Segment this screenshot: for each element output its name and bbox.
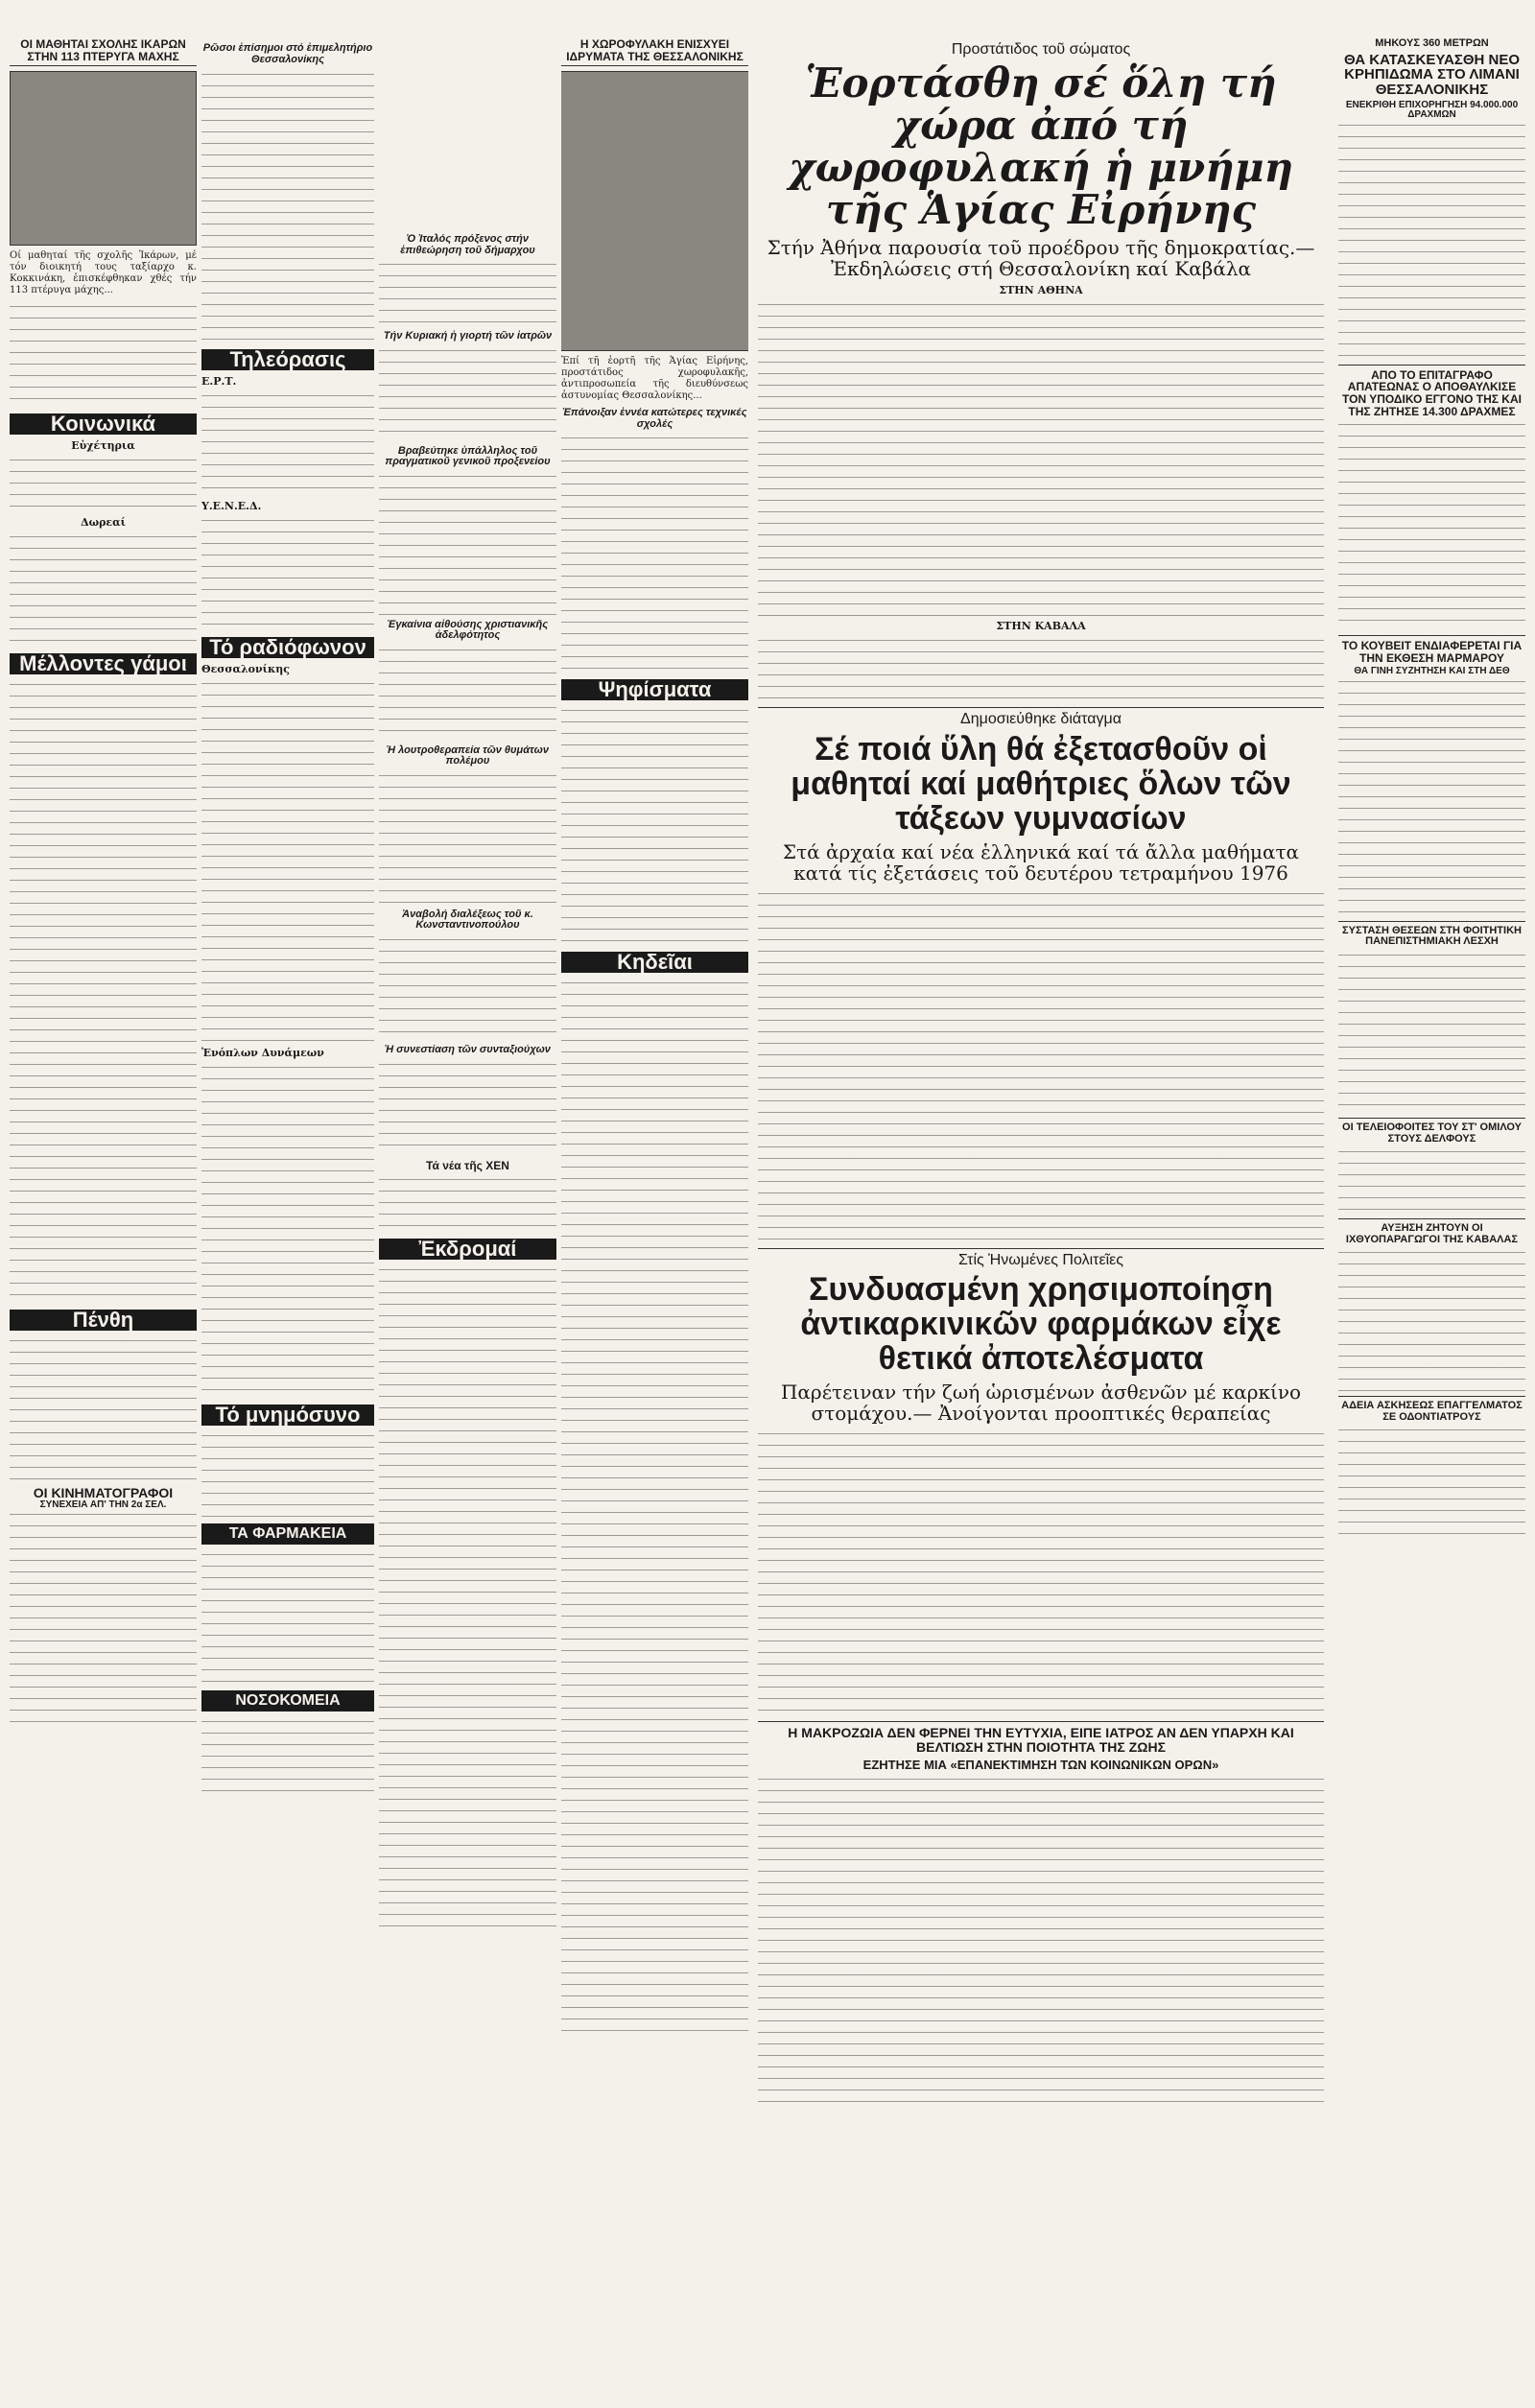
text-block — [561, 979, 748, 2034]
divider — [1338, 1118, 1525, 1119]
divider — [1338, 635, 1525, 636]
banner-hospitals: ΝΟΣΟΚΟΜΕΙΑ — [201, 1690, 374, 1712]
text-block — [201, 70, 374, 343]
text-block — [758, 636, 1324, 703]
text-block — [201, 1431, 374, 1518]
headline-4: Η ΜΑΚΡΟΖΩΙΑ ΔΕΝ ΦΕΡΝΕΙ ΤΗΝ ΕΥΤΥΧΙΑ, ΕΙΠΕ ΙΑΤΡΟΣ ΑΝ ΔΕΝ ΥΠΑΡΧΗ ΚΑΙ ΒΕΛΤΙΩΣΗ ΣΤΗΝ ΠΟΙΟΤΗΤΑ ΤΗΣ ΖΩΗΣ — [788, 1725, 1294, 1756]
text-block — [561, 706, 748, 946]
cinemas-subheading: ΣΥΝΕΧΕΙΑ ΑΠ' ΤΗΝ 2α ΣΕΛ. — [39, 1499, 167, 1510]
text-block — [1338, 1248, 1525, 1392]
text-block — [1338, 121, 1525, 361]
banner-mourning: Πένθη — [10, 1310, 197, 1331]
column-2 — [201, 38, 374, 2216]
text-block — [379, 646, 556, 742]
headline-2: Σέ ποιά ὕλη θά ἐξετασθοῦν οἱ μαθηταί καί μαθήτριες ὅλων τῶν τάξεων γυμνασίων — [791, 730, 1291, 837]
text-block — [379, 1060, 556, 1156]
text-block — [379, 472, 556, 616]
text-block — [201, 1550, 374, 1685]
subhead-donations: Δωρεαί — [81, 516, 126, 530]
subhead-award: Βραβεύτηκε ὑπάλληλος τοῦ πραγματικοῦ γενικοῦ προξενείου — [385, 444, 551, 468]
subhead-wishes: Εὐχέτηρια — [71, 439, 135, 453]
text-block — [1338, 1147, 1525, 1215]
side-h3-sub: ΘΑ ΓΙΝΗ ΣΥΖΗΤΗΣΗ ΚΑΙ ΣΤΗ ΔΕΘ — [1354, 666, 1510, 677]
subhead-italian-consul: Ὁ Ἰταλός πρόξενος στήν ἐπιθεώρηση τοῦ δήμαρχου — [400, 233, 535, 256]
text-block — [10, 456, 197, 513]
dateline-athens: ΣΤΗΝ ΑΘΗΝΑ — [999, 283, 1083, 296]
deck-3: Παρέτειναν τήν ζωή ὡρισμένων ἀσθενῶν μέ καρκίνο στομάχου.— Ἀνοίγονται προοπτικές θεραπείας — [780, 1381, 1302, 1426]
tv-yened: Υ.Ε.Ν.Ε.Δ. — [201, 500, 262, 513]
text-block — [758, 1429, 1324, 1717]
banner-radio: Τό ραδιόφωνον — [201, 637, 374, 658]
text-block — [379, 346, 556, 442]
kicker-1: Προστάτιδος τοῦ σώματος — [951, 41, 1131, 58]
radio-armed-forces: Ἐνόπλων Δυνάμεων — [201, 1047, 324, 1060]
kicker-3: Στίς Ἡνωμένες Πολιτεῖες — [958, 1251, 1123, 1268]
deck-2: Στά ἀρχαία καί νέα ἑλληνικά καί τά ἄλλα μαθήματα κατά τίς ἐξετάσεις τοῦ δευτέρου τετραμήνου 1976 — [782, 839, 1300, 885]
text-block — [379, 260, 556, 327]
dateline-kavala: ΣΤΗΝ ΚΑΒΑΛΑ — [996, 619, 1086, 632]
subhead-inauguration: Ἐγκαίνια αἰθούσης χριστιανικῆς ἀδελφότητος — [387, 618, 549, 642]
divider — [758, 707, 1324, 708]
subhead-lecture: Ἀναβολή διαλέξεως τοῦ κ. Κωνσταντινοπούλου — [402, 908, 533, 932]
side-column — [1338, 38, 1525, 2216]
text-block — [379, 935, 556, 1041]
column-1 — [10, 38, 197, 2216]
column2-title: Ρῶσοι ἐπίσημοι στό ἐπιμελητήριο Θεσσαλονίκης — [202, 42, 373, 65]
divider — [758, 1248, 1324, 1249]
text-block — [10, 302, 197, 408]
divider — [758, 1721, 1324, 1722]
main-column — [758, 38, 1324, 2216]
photo-caption: Οί μαθηταί τῆς σχολῆς Ἰκάρων, μέ τόν διοικητή τους ταξίαρχο κ. Κοκκινάκη, ἐπισκέφθηκαν χθές τήν 113 πτέρυγα μάχης... — [10, 250, 197, 296]
text-block — [10, 680, 197, 1304]
banner-pharmacies: ΤΑ ΦΑΡΜΑΚΕΙΑ — [201, 1523, 374, 1545]
side-h4: ΣΥΣΤΑΣΗ ΘΕΣΕΩΝ ΣΤΗ ΦΟΙΤΗΤΙΚΗ ΠΑΝΕΠΙΣΤΗΜΙΑΚΗ ΛΕΣΧΗ — [1342, 924, 1522, 948]
subhead-pensioners: Ἡ συνεστίαση τῶν συνταξιούχων — [385, 1044, 551, 1056]
headline-3: Συνδυασμένη χρησιμοποίηση ἀντικαρκινικῶν φαρμάκων εἶχε θετικά ἀποτελέσματα — [800, 1271, 1282, 1378]
subhead-bath-therapy: Ἡ λουτροθεραπεία τῶν θυμάτων πολέμου — [387, 744, 549, 767]
text-block — [201, 516, 374, 631]
text-block — [379, 771, 556, 906]
side-h6: ΑΥΞΗΣΗ ΖΗΤΟΥΝ ΟΙ ΙΧΘΥΟΠΑΡΑΓΩΓΟΙ ΤΗΣ ΚΑΒΑΛΑΣ — [1345, 1222, 1519, 1245]
banner-trips: Ἐκδρομαί — [379, 1239, 556, 1260]
text-block — [561, 434, 748, 673]
text-block — [1338, 951, 1525, 1114]
text-block — [201, 391, 374, 497]
pilots-photo — [10, 71, 197, 246]
banner-weddings: Μέλλοντες γάμοι — [10, 653, 197, 674]
banner-resolutions: Ψηφίσματα — [561, 679, 748, 700]
banner-memorial: Τό μνημόσυνο — [201, 1405, 374, 1426]
subhead-xen: Τά νέα τῆς ΧΕΝ — [426, 1158, 509, 1172]
side-h1-small: ΜΗΚΟΥΣ 360 ΜΕΤΡΩΝ — [1375, 38, 1489, 49]
text-block — [10, 1510, 197, 1731]
side-h5: ΟΙ ΤΕΛΕΙΟΦΟΙΤΕΣ ΤΟΥ ΣΤ' ΟΜΙΛΟΥ ΣΤΟΥΣ ΔΕΛΦΟΥΣ — [1342, 1121, 1522, 1145]
column-3 — [379, 230, 556, 2408]
banner-tv: Τηλεόρασις — [201, 349, 374, 370]
headline-1: Ἑορτάσθη σέ ὅλη τή χώρα ἀπό τή χωροφυλακή ἡ μνήμη τῆς Ἁγίας Εἰρήνης — [789, 59, 1293, 233]
text-block — [201, 679, 374, 1044]
text-block — [758, 1775, 1324, 2111]
tv-ert: Ε.Ρ.Τ. — [201, 375, 237, 389]
photo-caption: Ἐπί τῆ ἑορτῆ τῆς Ἁγίας Εἰρήνης, προστάτιδος χωροφυλακῆς, ἀντιπροσωπεία τῆς διευθύνσεως ἀστυνομίας Θεσσαλονίκης... — [561, 356, 748, 402]
radio-thessaloniki: Θεσσαλονίκης — [201, 663, 290, 676]
text-block — [1338, 420, 1525, 631]
deck-1: Στήν Ἀθήνα παρουσία τοῦ προέδρου τῆς δημοκρατίας.— Ἐκδηλώσεις στή Θεσσαλονίκη καί Καβάλα — [767, 235, 1315, 280]
text-block — [10, 1336, 197, 1480]
subhead-schools: Ἐπάνοιξαν ἐννέα κατώτερες τεχνικές σχολές — [562, 407, 747, 430]
banner-funerals: Κηδεῖαι — [561, 952, 748, 973]
side-h1: ΘΑ ΚΑΤΑΣΚΕΥΑΣΘΗ ΝΕΟ ΚΡΗΠΙΔΩΜΑ ΣΤΟ ΛΙΜΑΝΙ ΘΕΣΣΑΛΟΝΙΚΗΣ — [1343, 51, 1521, 99]
text-block — [201, 1717, 374, 1794]
banner-social: Κοινωνικά — [10, 413, 197, 435]
text-block — [1338, 1426, 1525, 1541]
divider — [1338, 365, 1525, 366]
column-4 — [561, 38, 748, 2216]
divider — [1338, 1396, 1525, 1397]
text-block — [758, 889, 1324, 1244]
text-block — [1338, 677, 1525, 917]
side-h2: ΑΠΟ ΤΟ ΕΠΙΤΑΓΡΑΦΟ ΑΠΑΤΕΩΝΑΣ Ο ΑΠΟΘΑΥΛΚΙΣΕ ΤΟΝ ΥΠΟΔΙΚΟ ΕΓΓΟΝΟ ΤΗΣ ΚΑΙ ΤΗΣ ΖΗΤΗΣΕ 14.300 ΔΡΑΧΜΕΣ — [1342, 367, 1522, 418]
column1-headline: ΟΙ ΜΑΘΗΤΑΙ ΣΧΟΛΗΣ ΙΚΑΡΩΝ ΣΤΗΝ 113 ΠΤΕΡΥΓΑ ΜΑΧΗΣ — [10, 38, 197, 66]
headline-4b: ΕΖΗΤΗΣΕ ΜΙΑ «ΕΠΑΝΕΚΤΙΜΗΣΗ ΤΩΝ ΚΟΙΝΩΝΙΚΩΝ ΟΡΩΝ» — [862, 1757, 1219, 1772]
side-h3: ΤΟ ΚΟΥΒΕΙΤ ΕΝΔΙΑΦΕΡΕΤΑΙ ΓΙΑ ΤΗΝ ΕΚΘΕΣΗ ΜΑΡΜΑΡΟΥ — [1341, 639, 1523, 665]
side-h1-sub: ΕΝΕΚΡΙΘΗ ΕΠΙΧΟΡΗΓΗΣΗ 94.000.000 ΔΡΑΧΜΩΝ — [1345, 99, 1519, 121]
text-block — [379, 1265, 556, 1937]
text-block — [758, 300, 1324, 617]
subhead-doctors: Τήν Κυριακή ἡ γιορτή τῶν ἰατρῶν — [383, 330, 553, 342]
text-block — [10, 532, 197, 648]
text-block — [379, 1175, 556, 1233]
gendarmerie-photo — [561, 71, 748, 351]
divider — [1338, 921, 1525, 922]
text-block — [201, 1063, 374, 1399]
divider — [1338, 1218, 1525, 1219]
column4-headline: Η ΧΩΡΟΦΥΛΑΚΗ ΕΝΙΣΧΥΕΙ ΙΔΡΥΜΑΤΑ ΤΗΣ ΘΕΣΣΑΛΟΝΙΚΗΣ — [561, 38, 748, 66]
kicker-2: Δημοσιεύθηκε διάταγμα — [960, 710, 1122, 727]
cinemas-heading: ΟΙ ΚΙΝΗΜΑΤΟΓΡΑΦΟΙ — [33, 1485, 174, 1501]
side-h7: ΑΔΕΙΑ ΑΣΚΗΣΕΩΣ ΕΠΑΓΓΕΛΜΑΤΟΣ ΣΕ ΟΔΟΝΤΙΑΤΡΟΥΣ — [1341, 1400, 1523, 1423]
